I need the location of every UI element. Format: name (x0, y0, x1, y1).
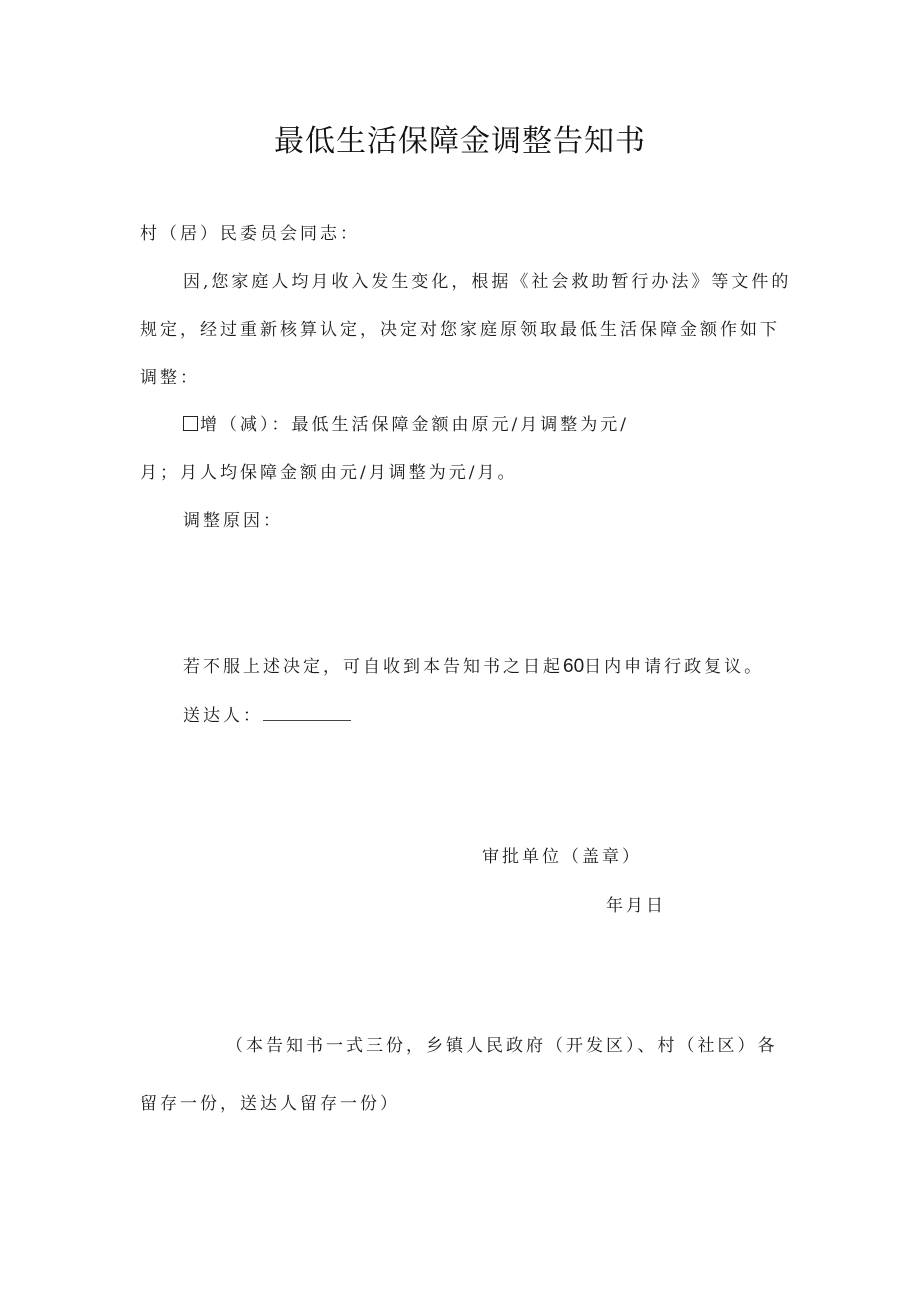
increase-decrease-checkbox[interactable] (183, 416, 198, 431)
footnote-line: 留存一份，送达人留存一份） (140, 1094, 400, 1114)
paragraph-line: 因,您家庭人均月收入发生变化，根据《社会救助暂行办法》等文件的 (183, 272, 792, 292)
adjustment-text: 增（减）：最低生活保障金额由原元/月调整为元/ (200, 415, 629, 435)
footnote-line: （本告知书一式三份，乡镇人民政府（开发区）、村（社区）各 (226, 1036, 778, 1056)
paragraph-line: 规定，经过重新核算认定，决定对您家庭原领取最低生活保障金额作如下 (140, 320, 780, 340)
adjustment-line-continued: 月；月人均保障金额由元/月调整为元/月。 (140, 463, 518, 483)
deliverer-signature-blank[interactable] (263, 704, 351, 721)
appeal-notice (183, 655, 764, 679)
reason-label: 调整原因： (183, 511, 283, 531)
paragraph-line: 调整： (140, 368, 200, 388)
approving-unit: 审批单位（盖章） (482, 847, 642, 867)
deliverer-line (183, 704, 351, 728)
salutation: 村（居）民委员会同志： (140, 224, 360, 244)
deliverer-label: 送达人： (183, 706, 263, 726)
adjustment-line (183, 413, 629, 437)
appeal-prefix: 若不服上述决定，可自收到本告知书之日起 (183, 657, 563, 677)
signature-date: 年月日 (606, 896, 666, 916)
appeal-days: 60 (563, 656, 585, 677)
appeal-suffix: 日内申请行政复议。 (584, 657, 765, 677)
document-title: 最低生活保障金调整告知书 (274, 124, 646, 159)
